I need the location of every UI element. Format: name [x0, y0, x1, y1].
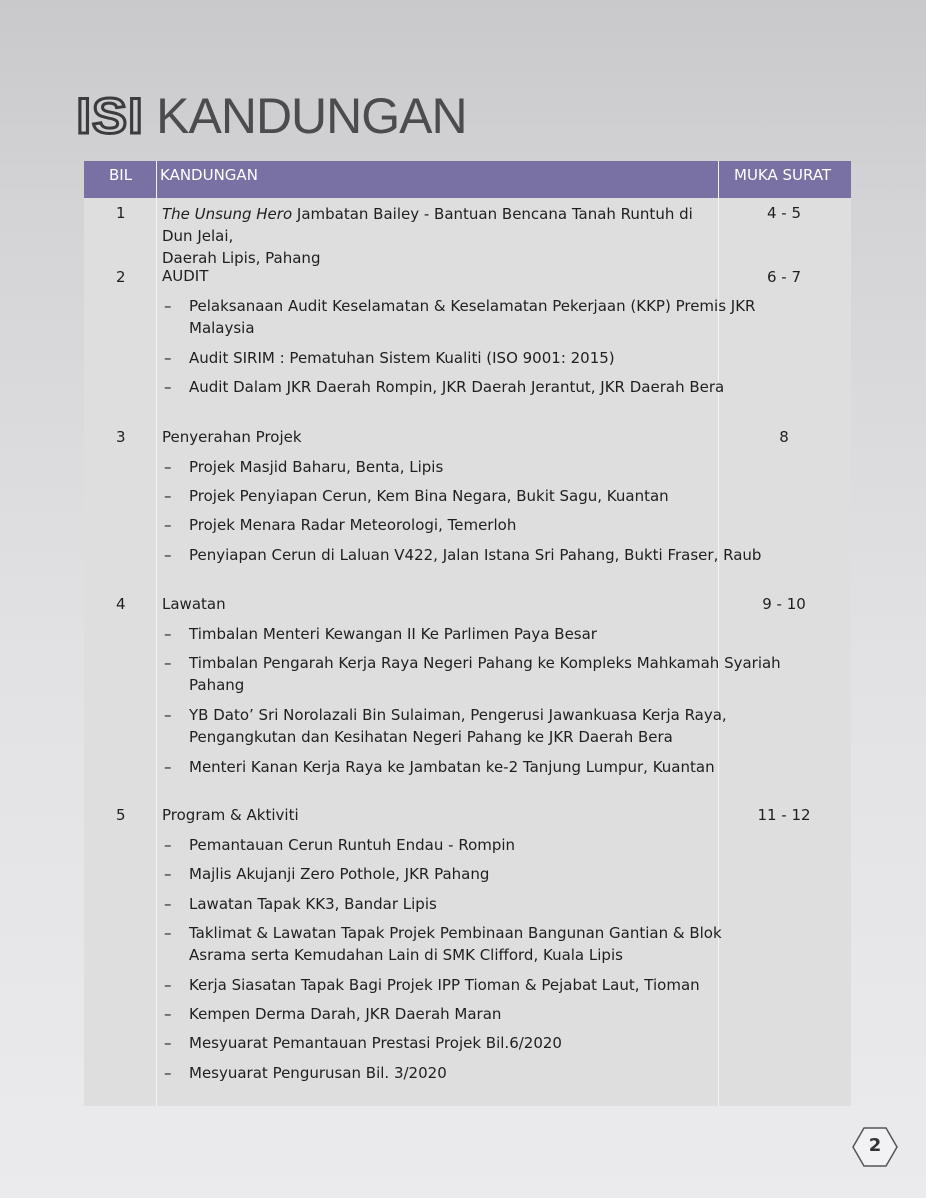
list-item: Mesyuarat Pengurusan Bil. 3/2020 [189, 1064, 447, 1082]
title-main: KANDUNGAN [156, 88, 467, 144]
header-kandungan: KANDUNGAN [160, 166, 258, 184]
page-title [76, 88, 467, 144]
bullet-dash: – [164, 924, 172, 942]
entry-pages: 11 - 12 [757, 806, 811, 824]
entry-number: 4 [116, 595, 126, 613]
bullet-dash: – [164, 654, 172, 672]
list-item: Lawatan Tapak KK3, Bandar Lipis [189, 895, 437, 913]
entry-title [162, 203, 718, 269]
entry-pages: 4 - 5 [766, 204, 802, 222]
list-item: Taklimat & Lawatan Tapak Projek Pembinaan Bangunan Gantian & Blok Asrama serta Kemudahan Lain di SMK Clifford, Kuala Lipis [189, 924, 722, 964]
entry-pages: 8 [779, 428, 789, 446]
list-item: Projek Menara Radar Meteorologi, Temerloh [189, 516, 517, 534]
bullet-dash: – [164, 976, 172, 994]
list-item: Projek Masjid Baharu, Benta, Lipis [189, 458, 444, 476]
bullet-dash: – [164, 1005, 172, 1023]
list-item: Pelaksanaan Audit Keselamatan & Keselamatan Pekerjaan (KKP) Premis JKR Malaysia [189, 297, 756, 337]
bullet-dash: – [164, 458, 172, 476]
bullet-dash: – [164, 1064, 172, 1082]
list-item: Timbalan Menteri Kewangan II Ke Parlimen Paya Besar [189, 625, 597, 643]
page-number: 2 [868, 1135, 882, 1156]
bullet-dash: – [164, 349, 172, 367]
bullet-dash: – [164, 546, 172, 564]
list-item: Mesyuarat Pemantauan Prestasi Projek Bil.6/2020 [189, 1034, 562, 1052]
entry-number: 3 [116, 428, 126, 446]
list-item: Menteri Kanan Kerja Raya ke Jambatan ke-2 Tanjung Lumpur, Kuantan [189, 758, 715, 776]
bullet-dash: – [164, 865, 172, 883]
list-item: YB Dato’ Sri Norolazali Bin Sulaiman, Pengerusi Jawankuasa Kerja Raya, Pengangkutan dan Kesihatan Negeri Pahang ke JKR Daerah Bera [189, 706, 727, 746]
column-divider [156, 161, 157, 1106]
bullet-dash: – [164, 836, 172, 854]
bullet-dash: – [164, 516, 172, 534]
list-item: Projek Penyiapan Cerun, Kem Bina Negara, Bukit Sagu, Kuantan [189, 487, 669, 505]
list-item: Pemantauan Cerun Runtuh Endau - Rompin [189, 836, 516, 854]
entry-number: 5 [116, 806, 126, 824]
bullet-dash: – [164, 297, 172, 315]
entry-number: 1 [116, 204, 126, 222]
list-item: Majlis Akujanji Zero Pothole, JKR Pahang [189, 865, 490, 883]
contents-table [84, 161, 851, 1106]
entry-pages: 6 - 7 [766, 268, 802, 286]
header-muka-surat: MUKA SURAT [734, 166, 832, 184]
list-item: Kerja Siasatan Tapak Bagi Projek IPP Tioman & Pejabat Laut, Tioman [189, 976, 700, 994]
entry-number: 2 [116, 268, 126, 286]
header-bil: BIL [109, 166, 133, 184]
bullet-dash: – [164, 895, 172, 913]
title-prefix: ISI [76, 88, 144, 144]
bullet-dash: – [164, 487, 172, 505]
page-number-badge [852, 1126, 898, 1168]
entry-title-text: Jambatan Bailey - Bantuan Bencana Tanah Runtuh di Dun Jelai, [162, 205, 693, 245]
entry-pages: 9 - 10 [762, 595, 806, 613]
list-item: Penyiapan Cerun di Laluan V422, Jalan Istana Sri Pahang, Bukti Fraser, Raub [189, 546, 762, 564]
table-header [84, 161, 851, 198]
list-item: Timbalan Pengarah Kerja Raya Negeri Pahang ke Kompleks Mahkamah Syariah Pahang [189, 654, 781, 694]
bullet-dash: – [164, 625, 172, 643]
bullet-dash: – [164, 378, 172, 396]
entry-title: Program & Aktiviti [162, 806, 299, 824]
list-item: Audit SIRIM : Pematuhan Sistem Kualiti (ISO 9001: 2015) [189, 349, 615, 367]
entry-title: AUDIT [162, 267, 209, 285]
entry-title-text: Daerah Lipis, Pahang [162, 249, 321, 267]
entry-title: Penyerahan Projek [162, 428, 302, 446]
list-item: Kempen Derma Darah, JKR Daerah Maran [189, 1005, 502, 1023]
entry-title: Lawatan [162, 595, 226, 613]
bullet-dash: – [164, 758, 172, 776]
bullet-dash: – [164, 1034, 172, 1052]
bullet-dash: – [164, 706, 172, 724]
list-item: Audit Dalam JKR Daerah Rompin, JKR Daerah Jerantut, JKR Daerah Bera [189, 378, 725, 396]
entry-title-italic: The Unsung Hero [162, 205, 293, 223]
